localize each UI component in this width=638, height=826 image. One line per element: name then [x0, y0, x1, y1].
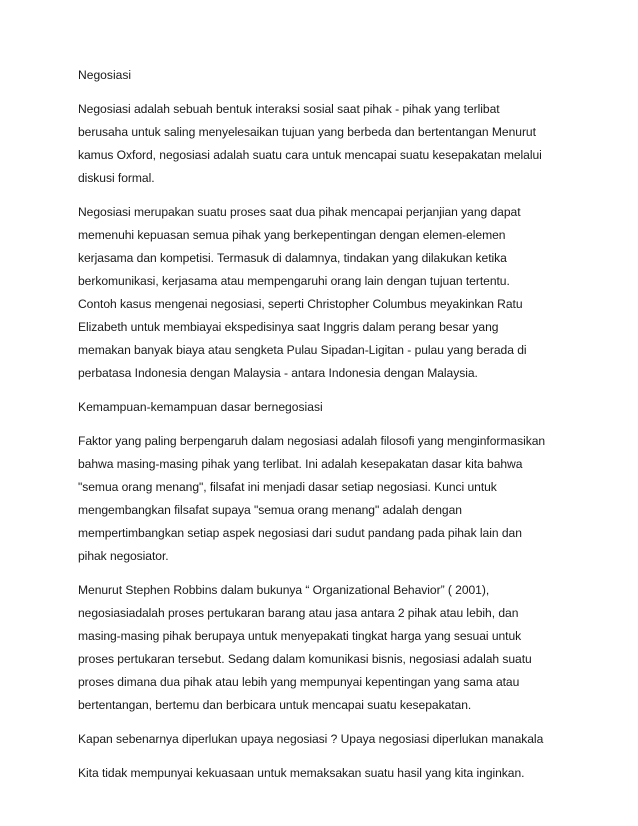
paragraph-line: berusaha untuk saling menyelesaikan tujuan yang berbeda dan bertentangan Menurut: [78, 125, 536, 139]
paragraph-line: masing-masing pihak berupaya untuk menyepakati tingkat harga yang sesuai untuk: [78, 629, 522, 643]
spacer: [78, 751, 578, 762]
paragraph-line: Menurut Stephen Robbins dalam bukunya “ Organizational Behavior” ( 2001),: [78, 583, 490, 597]
paragraph-line: kerjasama dan kompetisi. Termasuk di dalamnya, tindakan yang dilakukan ketika: [78, 251, 507, 265]
document-page: [78, 64, 578, 785]
paragraph-line: proses pertukaran tersebut. Sedang dalam komunikasi bisnis, negosiasi adalah suatu: [78, 652, 532, 666]
paragraph-line: perbatasa Indonesia dengan Malaysia - antara Indonesia dengan Malaysia.: [78, 366, 478, 380]
paragraph-line: Negosiasi adalah sebuah bentuk interaksi sosial saat pihak - pihak yang terlibat: [78, 102, 500, 116]
paragraph-line: proses dimana dua pihak atau lebih yang mempunyai kepentingan yang sama atau: [78, 675, 520, 689]
paragraph-line: mengembangkan filsafat supaya "semua orang menang" adalah dengan: [78, 503, 462, 517]
paragraph-condition: Kita tidak mempunyai kekuasaan untuk memaksakan suatu hasil yang kita inginkan.: [78, 766, 525, 780]
paragraph-robbins: [78, 579, 578, 717]
paragraph-line: "semua orang menang", filsafat ini menjadi dasar setiap negosiasi. Kunci untuk: [78, 480, 497, 494]
spacer: [78, 419, 578, 430]
paragraph-line: Faktor yang paling berpengaruh dalam negosiasi adalah filosofi yang menginformasikan: [78, 434, 546, 448]
spacer: [78, 87, 578, 98]
paragraph-line: kamus Oxford, negosiasi adalah suatu cara untuk mencapai suatu kesepakatan melalui: [78, 148, 542, 162]
spacer: [78, 385, 578, 396]
paragraph-line: bertentangan, bertemu dan berbicara untuk mencapai suatu kesepakatan.: [78, 698, 472, 712]
paragraph-line: berkomunikasi, kerjasama atau mempengaruhi orang lain dengan tujuan tertentu.: [78, 274, 510, 288]
paragraph-line: diskusi formal.: [78, 171, 155, 185]
paragraph-process: [78, 201, 578, 385]
document-title: Negosiasi: [78, 68, 132, 82]
paragraph-line: memenuhi kepuasan semua pihak yang berkepentingan dengan elemen-elemen: [78, 228, 506, 242]
spacer: [78, 190, 578, 201]
paragraph-line: memakan banyak biaya atau sengketa Pulau Sipadan-Ligitan - pulau yang berada di: [78, 343, 527, 357]
section-subheading: Kemampuan-kemampuan dasar bernegosiasi: [78, 400, 323, 414]
paragraph-line: Contoh kasus mengenai negosiasi, seperti Christopher Columbus meyakinkan Ratu: [78, 297, 523, 311]
paragraph-line: Elizabeth untuk membiayai ekspedisinya saat Inggris dalam perang besar yang: [78, 320, 499, 334]
paragraph-line: mempertimbangkan setiap aspek negosiasi dari sudut pandang pada pihak lain dan: [78, 526, 522, 540]
paragraph-definition: [78, 98, 578, 190]
paragraph-line: Negosiasi merupakan suatu proses saat dua pihak mencapai perjanjian yang dapat: [78, 205, 521, 219]
paragraph-line: bahwa masing-masing pihak yang terlibat. Ini adalah kesepakatan dasar kita bahwa: [78, 457, 523, 471]
spacer: [78, 717, 578, 728]
paragraph-line: negosiasiadalah proses pertukaran barang atau jasa antara 2 pihak atau lebih, dan: [78, 606, 519, 620]
paragraph-question: Kapan sebenarnya diperlukan upaya negosiasi ? Upaya negosiasi diperlukan manakala: [78, 732, 544, 746]
paragraph-line: pihak negosiator.: [78, 549, 169, 563]
spacer: [78, 568, 578, 579]
paragraph-philosophy: [78, 430, 578, 568]
